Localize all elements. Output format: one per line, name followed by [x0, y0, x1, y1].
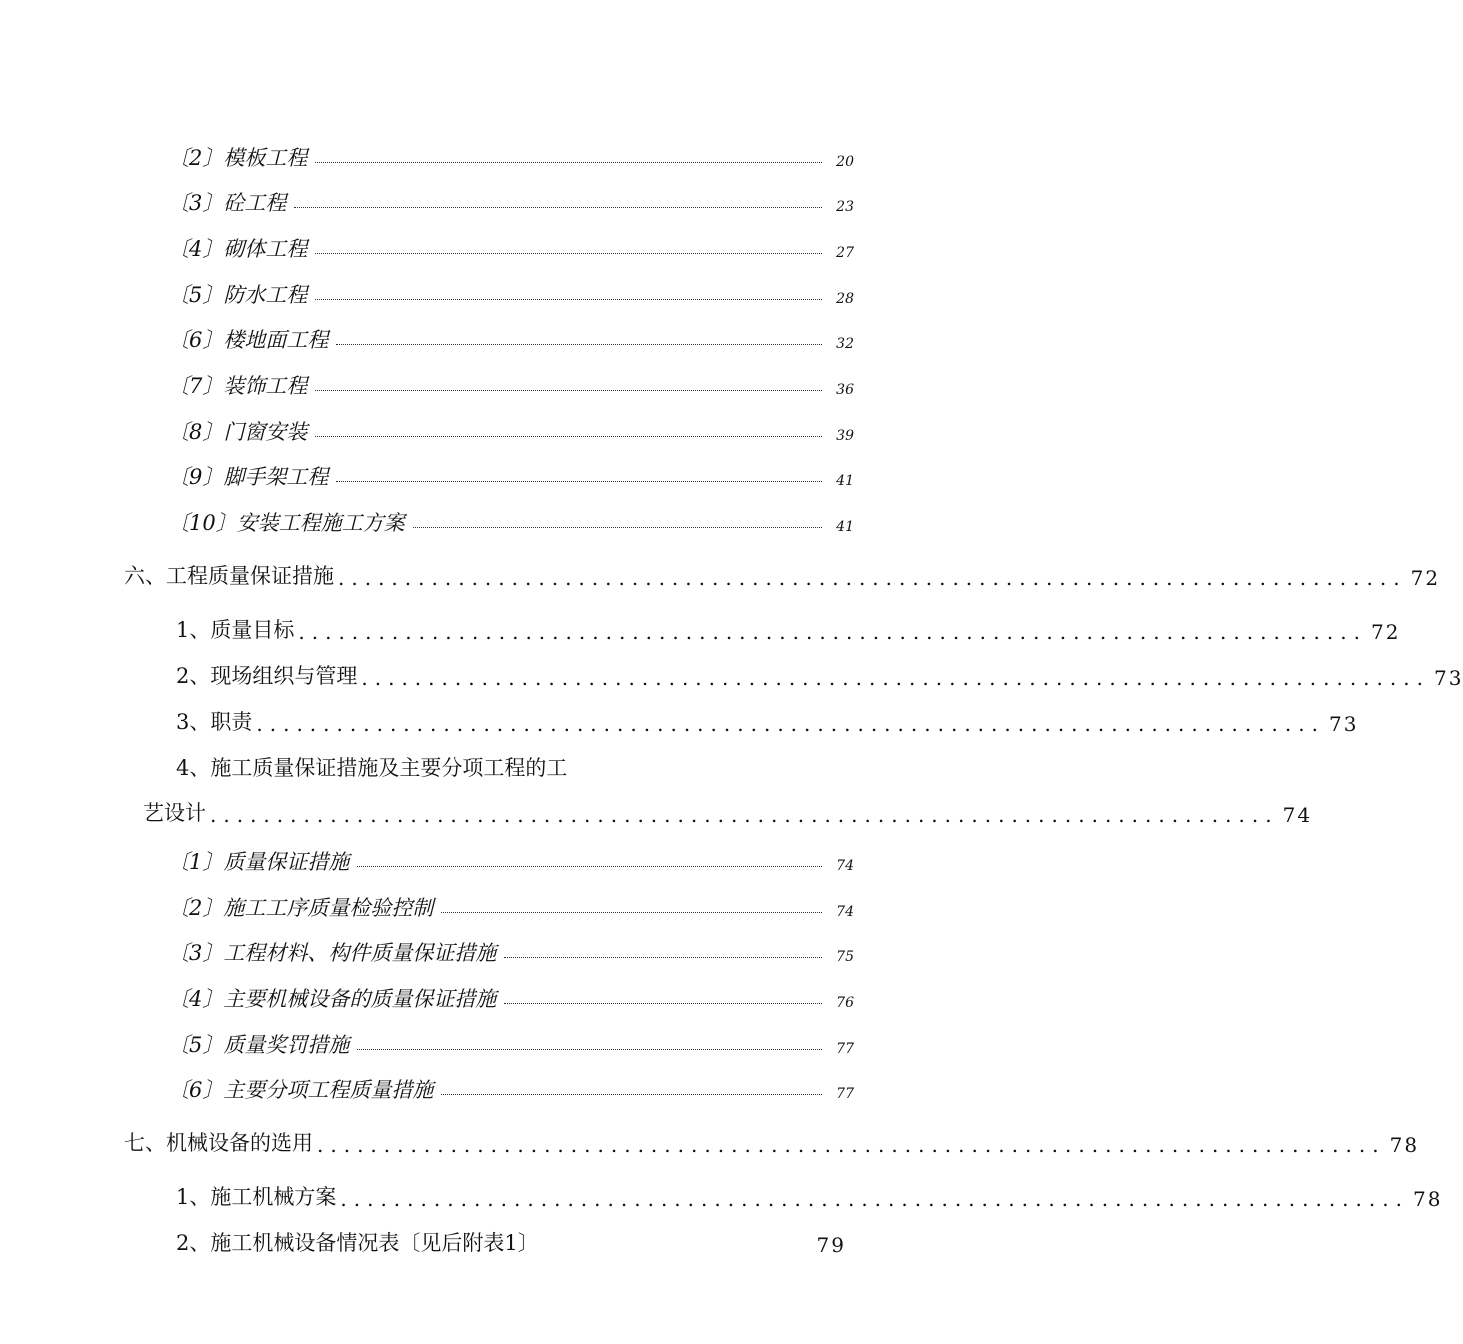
toc-entry-title: 2、施工机械设备情况表〔见后附表1〕	[176, 1231, 539, 1255]
dot-leader	[315, 299, 822, 300]
toc-entry-page: 73	[1433, 666, 1463, 690]
toc-entry-page: 74	[836, 858, 854, 874]
toc-entry[interactable]	[168, 229, 854, 263]
toc-entry[interactable]	[143, 793, 1313, 827]
toc-entry-page: 78	[1389, 1133, 1420, 1157]
toc-entry-page: 28	[836, 291, 854, 307]
dot-leader: ................................................................................	[338, 566, 1407, 590]
toc-entry[interactable]	[168, 503, 854, 537]
toc-entry-page: 79	[816, 1233, 846, 1257]
toc-entry-page: 76	[836, 995, 854, 1011]
toc-entry[interactable]	[168, 412, 854, 446]
dot-leader	[357, 866, 822, 867]
toc-entry-title: 〔8〕门窗安装	[168, 420, 308, 444]
toc-entry[interactable]	[168, 979, 854, 1013]
toc-entry-title: 3、职责	[176, 710, 253, 734]
dot-leader	[294, 207, 822, 208]
dot-leader	[336, 344, 822, 345]
toc-entry[interactable]	[124, 556, 1441, 590]
toc-entry[interactable]	[168, 138, 854, 172]
toc-entry-title: 〔10〕安装工程施工方案	[168, 511, 405, 535]
toc-entry-title: 六、工程质量保证措施	[124, 564, 334, 588]
dot-leader: ................................................................................	[298, 620, 1367, 644]
toc-entry-page: 78	[1412, 1187, 1443, 1211]
toc-entry[interactable]	[168, 888, 854, 922]
toc-entry-page: 32	[836, 336, 854, 352]
dot-leader	[413, 527, 822, 528]
toc-entry[interactable]	[176, 610, 1401, 644]
toc-entry-title: 〔9〕脚手架工程	[168, 465, 329, 489]
toc-entry-page: 74	[1282, 803, 1313, 827]
toc-entry[interactable]	[176, 702, 1359, 736]
dot-leader: ................................................................................	[361, 666, 1430, 690]
toc-entry[interactable]	[168, 933, 854, 967]
toc-entry-page: 74	[836, 904, 854, 920]
toc-entry-page: 41	[836, 519, 854, 535]
toc-entry[interactable]	[168, 1070, 854, 1104]
toc-entry[interactable]	[176, 656, 1463, 690]
toc-entry-title: 〔7〕装饰工程	[168, 374, 308, 398]
dot-leader	[336, 481, 822, 482]
toc-entry-title: 〔4〕主要机械设备的质量保证措施	[168, 987, 497, 1011]
toc-entry[interactable]	[168, 183, 854, 217]
toc-entry-page: 39	[836, 428, 854, 444]
dot-leader	[504, 957, 822, 958]
dot-leader	[504, 1003, 822, 1004]
toc-entry-page: 20	[836, 154, 854, 170]
dot-leader: ................................................................................	[340, 1187, 1409, 1211]
dot-leader	[315, 253, 822, 254]
dot-leader	[441, 912, 822, 913]
dot-leader	[315, 162, 822, 163]
toc-entry-page: 41	[836, 473, 854, 489]
toc-entry-title: 1、施工机械方案	[176, 1185, 337, 1209]
toc-entry[interactable]	[168, 275, 854, 309]
toc-entry-page: 36	[836, 382, 854, 398]
toc-entry[interactable]	[124, 1123, 1420, 1157]
toc-entry[interactable]	[168, 457, 854, 491]
toc-entry-title: 〔6〕楼地面工程	[168, 328, 329, 352]
toc-entry-title: 七、机械设备的选用	[124, 1131, 313, 1155]
toc-entry-page: 73	[1328, 712, 1359, 736]
toc-entry-title: 〔5〕防水工程	[168, 283, 308, 307]
toc-entry-title: 〔6〕主要分项工程质量措施	[168, 1078, 434, 1102]
dot-leader	[315, 390, 822, 391]
toc-entry-title: 4、施工质量保证措施及主要分项工程的工	[176, 756, 568, 780]
toc-entry[interactable]	[176, 1223, 846, 1257]
toc-entry-page: 75	[836, 949, 854, 965]
toc-entry-title: 〔3〕砼工程	[168, 191, 287, 215]
dot-leader: ................................................................................	[256, 712, 1325, 736]
toc-entry[interactable]	[176, 748, 567, 782]
toc-entry-title: 1、质量目标	[176, 618, 295, 642]
toc-entry-title: 〔3〕工程材料、构件质量保证措施	[168, 941, 497, 965]
toc-entry[interactable]	[168, 320, 854, 354]
toc-entry-page: 77	[836, 1086, 854, 1102]
toc-entry-title: 艺设计	[143, 801, 206, 825]
toc-entry-page: 23	[836, 199, 854, 215]
toc-entry-title: 〔1〕质量保证措施	[168, 850, 350, 874]
toc-entry-title: 〔2〕施工工序质量检验控制	[168, 896, 434, 920]
dot-leader: ................................................................................	[317, 1133, 1386, 1157]
toc-entry-page: 72	[1370, 620, 1401, 644]
dot-leader	[315, 436, 822, 437]
toc-entry-title: 〔4〕砌体工程	[168, 237, 308, 261]
toc-entry[interactable]	[176, 1177, 1443, 1211]
toc-entry-page: 77	[836, 1041, 854, 1057]
toc-entry-page: 27	[836, 245, 854, 261]
toc-entry-title: 〔5〕质量奖罚措施	[168, 1033, 350, 1057]
toc-entry[interactable]	[168, 842, 854, 876]
dot-leader	[357, 1049, 822, 1050]
toc-entry-page: 72	[1410, 566, 1441, 590]
toc-entry-title: 〔2〕模板工程	[168, 146, 308, 170]
dot-leader: ................................................................................	[210, 803, 1279, 827]
toc-entry[interactable]	[168, 1025, 854, 1059]
dot-leader	[441, 1094, 822, 1095]
toc-entry-title: 2、现场组织与管理	[176, 664, 358, 688]
toc-entry[interactable]	[168, 366, 854, 400]
